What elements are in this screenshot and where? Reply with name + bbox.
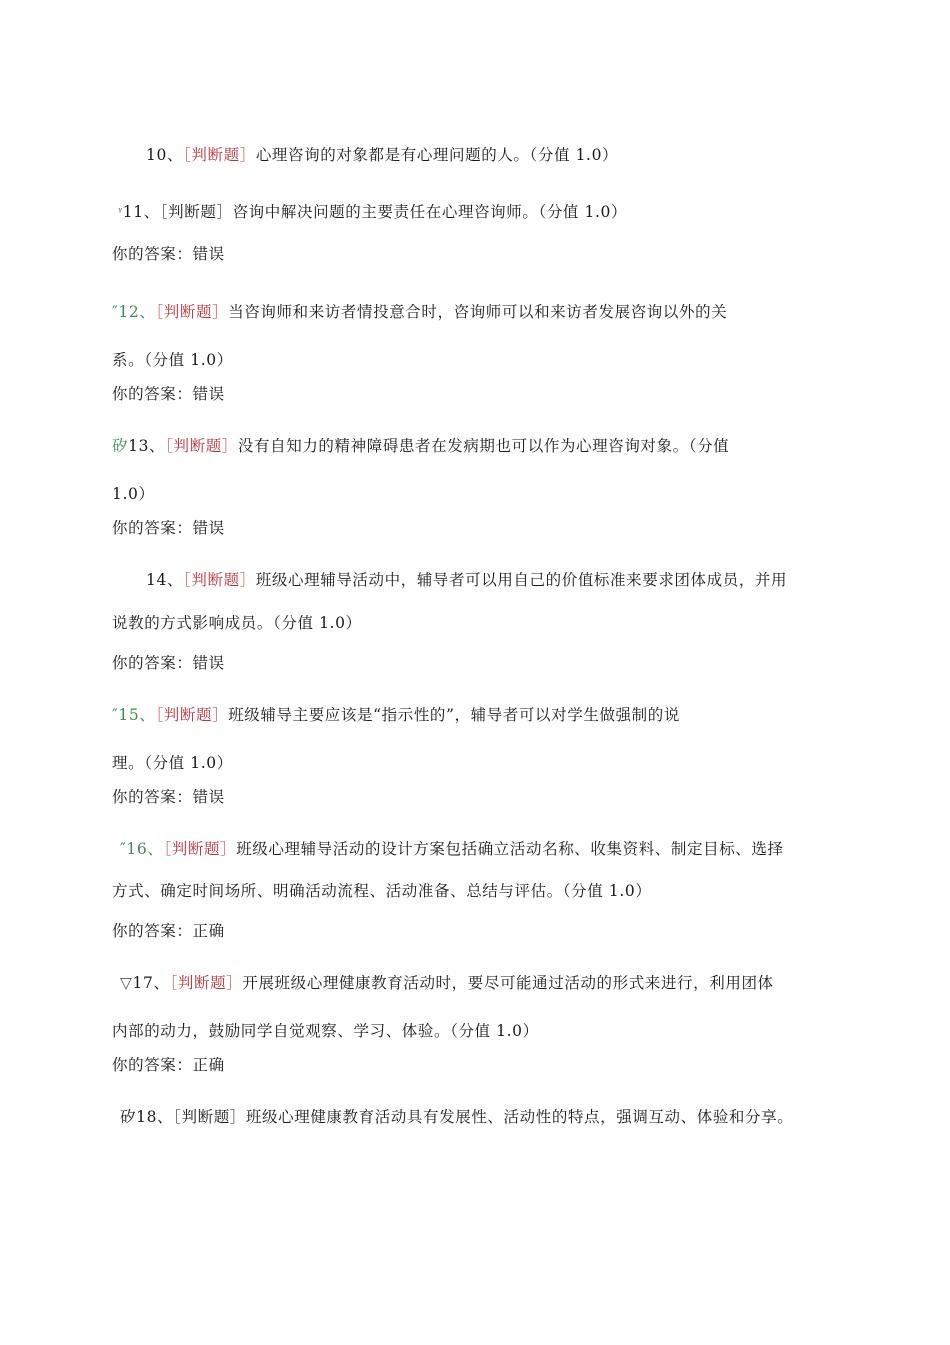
question-13-line2: 1.0） [112,485,155,503]
question-14-text: 班级心理辅导活动中，辅导者可以用自己的价值标准来要求团体成员，并用 [255,571,788,589]
question-11-answer: 你的答案：错误 [112,245,225,263]
question-10-line1 [146,145,618,165]
question-12-line2: 系。（分值 1.0） [112,351,233,369]
question-12-answer: 你的答案：错误 [112,385,225,403]
question-15-answer: 你的答案：错误 [112,788,225,806]
question-17-mark: ▽ [120,974,133,992]
question-14-type-tag: ［判断题］ [183,571,256,589]
question-13-text: 没有自知力的精神障碍患者在发病期也可以作为心理咨询对象。（分值 [237,437,730,455]
question-15-text: 班级辅导主要应该是“指示性的”，辅导者可以对学生做强制的说 [228,706,680,724]
question-10-number: 10 [146,146,167,164]
question-14-line1 [146,570,787,590]
question-11-type-tag: ［判断题］ [159,203,233,221]
question-12-number: 12 [118,303,140,321]
question-16-mark: ″ [120,840,127,858]
question-13-answer: 你的答案：错误 [112,519,225,537]
question-12-sep: 、 [139,303,156,321]
question-13-type-tag: ［判断题］ [165,437,238,455]
question-16-number: 16 [126,840,148,858]
question-17-line2: 内部的动力，鼓励同学自觉观察、学习、体验。（分值 1.0） [112,1022,539,1040]
question-11-number: 11 [122,203,144,221]
question-14-number: 14 [146,571,167,589]
question-17-sep: 、 [153,974,170,992]
question-17-number: 17 [132,974,154,992]
question-14-line2: 说教的方式影响成员。（分值 1.0） [112,614,362,632]
question-11-sep: 、 [143,203,160,221]
question-18-mark: 矽 [120,1108,137,1126]
question-14-answer: 你的答案：错误 [112,654,225,672]
question-18-text: 班级心理健康教育活动具有发展性、活动性的特点，强调互动、体验和分享。 [245,1108,794,1126]
question-18-number: 18 [136,1108,158,1126]
question-15-line2: 理。（分值 1.0） [112,754,233,772]
question-18-sep: 、 [157,1108,174,1126]
question-13-line1 [112,436,729,456]
question-12-text: 当咨询师和来访者情投意合时，咨询师可以和来访者发展咨询以外的关 [228,303,728,321]
question-12-line1 [112,302,727,322]
question-18-line1 [120,1107,793,1127]
question-11-text: 咨询中解决问题的主要责任在心理咨询师。（分值 1.0） [232,203,628,221]
question-15-mark: ″ [112,706,119,724]
question-17-text: 开展班级心理健康教育活动时，要尽可能通过活动的形式来进行，利用团体 [242,974,774,992]
question-15-number: 15 [118,706,140,724]
question-14-sep: 、 [166,571,184,589]
question-16-line1 [120,839,784,859]
question-12-mark: ″ [112,303,119,321]
question-11-line1 [118,202,627,222]
question-16-line2: 方式、确定时间场所、明确活动流程、活动准备、总结与评估。（分值 1.0） [112,882,652,900]
question-12-type-tag: ［判断题］ [155,303,229,321]
question-15-line1 [112,705,680,725]
question-15-type-tag: ［判断题］ [155,706,229,724]
question-13-mark: 矽 [112,437,129,455]
question-17-answer: 你的答案：正确 [112,1056,225,1074]
question-18-type-tag: ［判断题］ [173,1108,246,1126]
question-10-sep: 、 [166,146,184,164]
question-13-number: 13 [128,437,150,455]
question-11-mark: ᵞ [118,205,123,218]
question-13-sep: 、 [149,437,166,455]
question-17-type-tag: ［判断题］ [169,974,243,992]
question-17-line1 [120,973,774,993]
question-16-type-tag: ［判断题］ [163,840,237,858]
question-16-text: 班级心理辅导活动的设计方案包括确立活动名称、收集资料、制定目标、选择 [236,840,784,858]
question-15-sep: 、 [139,706,156,724]
question-10-type-tag: ［判断题］ [183,146,256,164]
question-16-sep: 、 [147,840,164,858]
question-10-text: 心理咨询的对象都是有心理问题的人。（分值 1.0） [255,146,619,164]
question-16-answer: 你的答案：正确 [112,922,225,940]
